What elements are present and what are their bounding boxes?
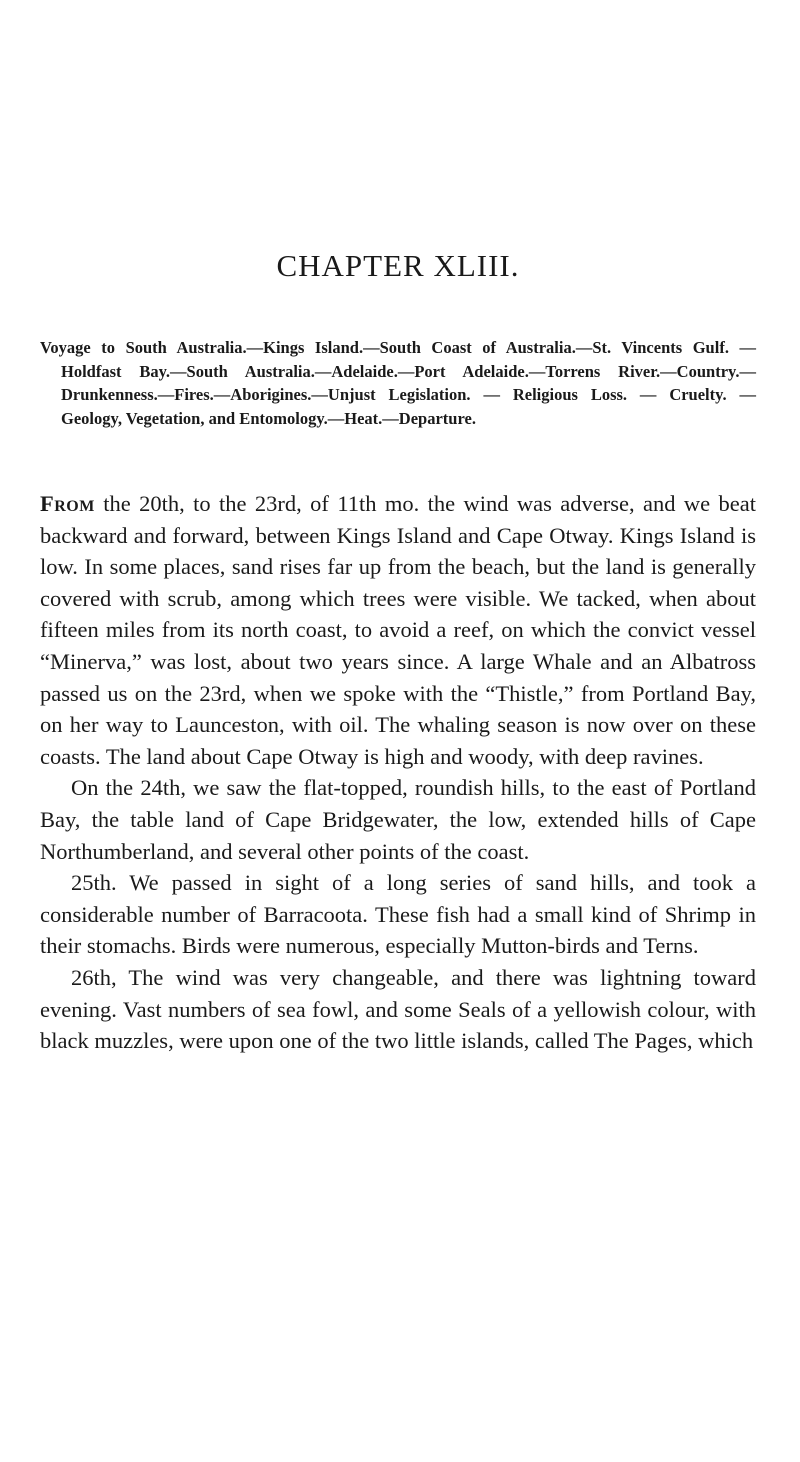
paragraph-lead-word: From <box>40 491 95 516</box>
paragraph-4 <box>40 962 756 1057</box>
book-page <box>40 0 756 1462</box>
chapter-title: CHAPTER XLIII. <box>276 248 520 283</box>
paragraph-text: 25th. We passed in sight of a long series of sand hills, and took a considerable number of Barracoota. These fish had a small kind of Shrimp in their stomachs. Birds were numerous, especially Mutton-birds and Terns. <box>40 870 756 959</box>
chapter-synopsis: Voyage to South Australia.—Kings Island.—South Coast of Australia.—St. Vincents Gulf. — Holdfast Bay.—South Australia.—Adelaide.—Port Adelaide.—Torrens River.—Country.—Drunkenness.—Fires.—Aborigines.—Unjust Legislation. — Religious Loss. — Cruelty. — Geology, Vegetation, and Entomology.—Heat.—Departure. <box>40 338 756 428</box>
chapter-body <box>40 488 756 1057</box>
paragraph-1 <box>40 488 756 772</box>
paragraph-2 <box>40 772 756 867</box>
paragraph-text: the 20th, to the 23rd, of 11th mo. the wind was adverse, and we beat backward and forward, between Kings Island and Cape Otway. Kings Island is low. In some places, sand rises far up from the beach, but the land is generally covered with scrub, among which trees were visible. We tacked, when about fifteen miles from its north coast, to avoid a reef, on which the convict vessel “Minerva,” was lost, about two years since. A large Whale and an Albatross passed us on the 23rd, when we spoke with the “Thistle,” from Portland Bay, on her way to Launceston, with oil. The whaling season is now over on these coasts. The land about Cape Otway is high and woody, with deep ravines. <box>40 491 756 769</box>
paragraph-text: 26th, The wind was very changeable, and there was lightning toward evening. Vast numbers of sea fowl, and some Seals of a yellowish colour, with black muzzles, were upon one of the two little islands, called The Pages, which <box>40 964 756 1054</box>
paragraph-3 <box>40 867 756 962</box>
paragraph-text: On the 24th, we saw the flat-topped, roundish hills, to the east of Portland Bay, the table land of Cape Bridgewater, the low, extended hills of Cape Northumberland, and several other points of the coast. <box>40 775 756 864</box>
